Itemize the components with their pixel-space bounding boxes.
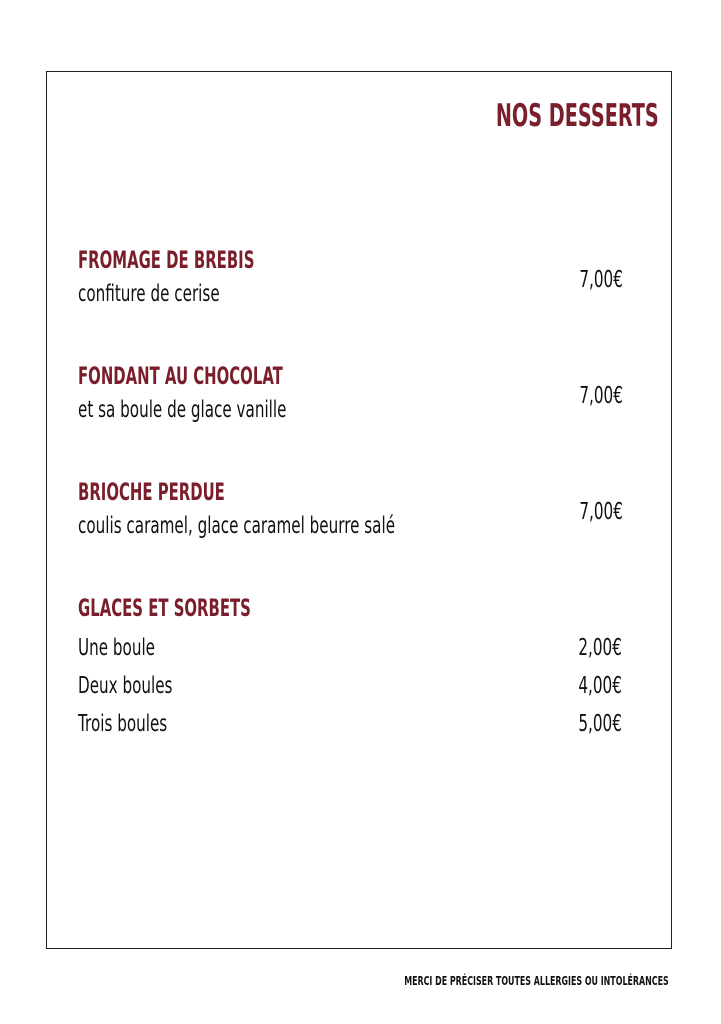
- glace-option-row: [78, 630, 622, 666]
- glace-option-row: [78, 706, 622, 742]
- section-name: GLACES ET SORBETS: [78, 594, 251, 622]
- menu-title: [396, 98, 659, 134]
- menu-item-brioche: [78, 476, 628, 544]
- option-price: 4,00€: [578, 673, 622, 699]
- menu-item-fromage: [78, 244, 628, 312]
- option-label: Une boule: [78, 635, 156, 661]
- item-description: et sa boule de glace vanille: [78, 397, 287, 423]
- item-price: 7,00€: [579, 267, 623, 293]
- option-price: 2,00€: [578, 635, 622, 661]
- option-label: Deux boules: [78, 673, 173, 699]
- option-label: Trois boules: [78, 711, 168, 737]
- item-price: 7,00€: [579, 499, 623, 525]
- item-price: 7,00€: [579, 383, 623, 409]
- glace-option-row: [78, 668, 622, 704]
- item-description: confiture de cerise: [78, 281, 220, 307]
- allergy-notice: MERCI DE PRÉCISER TOUTES ALLERGIES OU INTOLÉRANCES: [404, 974, 669, 988]
- item-name: FONDANT AU CHOCOLAT: [78, 362, 283, 390]
- menu-section-glaces: [78, 592, 628, 624]
- option-price: 5,00€: [578, 711, 622, 737]
- item-name: FROMAGE DE BREBIS: [78, 246, 255, 274]
- item-name: BRIOCHE PERDUE: [78, 478, 225, 506]
- item-description: coulis caramel, glace caramel beurre salé: [78, 513, 396, 539]
- menu-item-fondant: [78, 360, 628, 428]
- menu-title-text: NOS DESSERTS: [496, 98, 659, 134]
